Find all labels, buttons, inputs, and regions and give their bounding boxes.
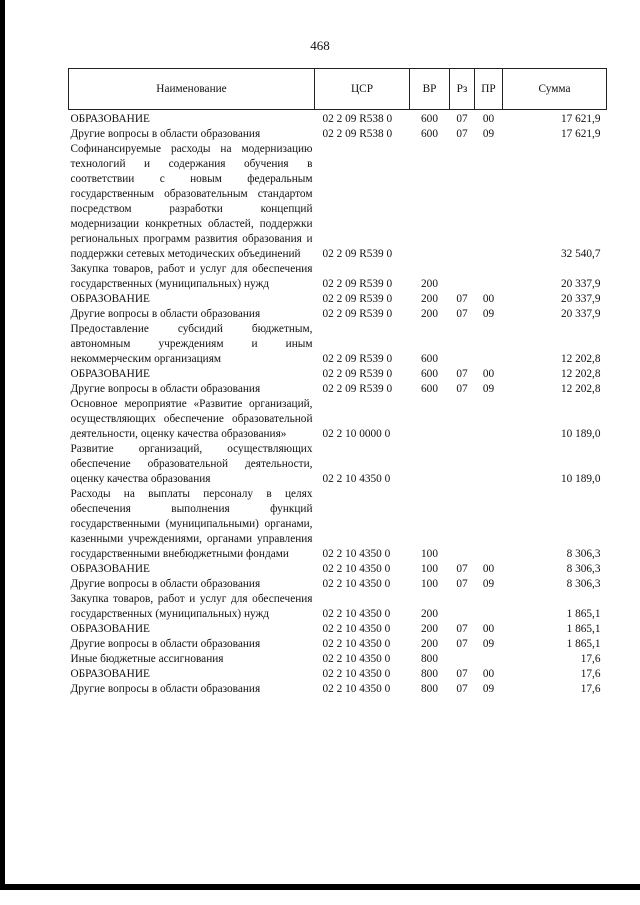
cell-csr: 02 2 10 4350 0 xyxy=(322,608,391,620)
cell-rz: 07 xyxy=(456,113,468,125)
cell-rz: 07 xyxy=(456,383,468,395)
cell-sum: 17,6 xyxy=(580,668,601,680)
table-row xyxy=(69,667,607,682)
cell-csr: 02 2 09 R538 0 xyxy=(322,113,393,125)
cell-name: Другие вопросы в области образования xyxy=(70,308,261,320)
header-name: Наименование xyxy=(69,69,315,110)
table-row xyxy=(69,292,607,307)
cell-rz xyxy=(450,397,475,442)
cell-name: ОБРАЗОВАНИЕ xyxy=(70,668,150,680)
cell-sum: 10 189,0 xyxy=(560,473,601,485)
cell-csr: 02 2 09 R539 0 xyxy=(322,278,393,290)
cell-name: Закупка товаров, работ и услуг для обеспечения государственных (муниципальных) нужд xyxy=(70,593,313,620)
cell-name: Софинансируемые расходы на модернизацию технологий и содержания обучения в соответствии с новым федеральным государственным образовательным стандартом посредством разработки концепций модернизации конкретных областей, поддержки региональных программ развития образования и поддержки сетевых методических объединений xyxy=(70,143,313,260)
cell-pr: 09 xyxy=(482,638,495,650)
cell-name: ОБРАЗОВАНИЕ xyxy=(70,563,150,575)
cell-sum: 12 202,8 xyxy=(560,383,601,395)
cell-sum: 8 306,3 xyxy=(566,563,601,575)
table-row xyxy=(69,110,607,128)
cell-vr: 600 xyxy=(421,368,438,380)
cell-sum: 17,6 xyxy=(580,653,601,665)
cell-csr: 02 2 10 4350 0 xyxy=(322,548,391,560)
table-row xyxy=(69,622,607,637)
header-rz: Рз xyxy=(450,69,475,110)
cell-csr: 02 2 10 4350 0 xyxy=(322,638,391,650)
cell-vr: 600 xyxy=(421,113,438,125)
cell-rz: 07 xyxy=(456,668,468,680)
cell-name: ОБРАЗОВАНИЕ xyxy=(70,368,150,380)
cell-vr: 100 xyxy=(421,548,438,560)
cell-pr xyxy=(475,442,503,487)
cell-sum: 1 865,1 xyxy=(566,638,601,650)
table-row xyxy=(69,142,607,262)
cell-name: Иные бюджетные ассигнования xyxy=(70,653,224,665)
scan-bottom-edge xyxy=(0,884,640,890)
cell-sum: 17,6 xyxy=(580,683,601,695)
cell-sum: 1 865,1 xyxy=(566,623,601,635)
cell-pr: 00 xyxy=(482,563,495,575)
cell-rz: 07 xyxy=(456,128,468,140)
cell-name: Другие вопросы в области образования xyxy=(70,578,261,590)
table-body xyxy=(69,110,607,698)
cell-csr: 02 2 10 4350 0 xyxy=(322,623,391,635)
cell-csr: 02 2 10 4350 0 xyxy=(322,578,391,590)
cell-sum: 12 202,8 xyxy=(560,353,601,365)
cell-pr: 00 xyxy=(482,668,495,680)
cell-pr xyxy=(475,397,503,442)
cell-vr xyxy=(410,442,450,487)
cell-csr: 02 2 09 R539 0 xyxy=(322,248,393,260)
table-row xyxy=(69,322,607,367)
cell-csr: 02 2 09 R539 0 xyxy=(322,308,393,320)
table-row xyxy=(69,397,607,442)
cell-rz: 07 xyxy=(456,308,468,320)
cell-csr: 02 2 09 R539 0 xyxy=(322,353,393,365)
cell-csr: 02 2 10 4350 0 xyxy=(322,563,391,575)
table-row xyxy=(69,307,607,322)
cell-pr xyxy=(475,652,503,667)
cell-rz: 07 xyxy=(456,293,468,305)
cell-rz xyxy=(450,262,475,292)
cell-name: ОБРАЗОВАНИЕ xyxy=(70,113,150,125)
cell-sum: 20 337,9 xyxy=(560,293,601,305)
cell-name: Другие вопросы в области образования xyxy=(70,128,261,140)
cell-pr xyxy=(475,592,503,622)
cell-pr xyxy=(475,487,503,562)
cell-vr: 200 xyxy=(421,623,438,635)
cell-rz: 07 xyxy=(456,623,468,635)
cell-sum: 17 621,9 xyxy=(560,113,601,125)
scan-left-edge xyxy=(0,0,5,890)
cell-name: Развитие организаций, осуществляющих обеспечение образовательной деятельности, оценку качества образования xyxy=(70,443,313,485)
cell-vr: 600 xyxy=(421,383,438,395)
cell-name: Другие вопросы в области образования xyxy=(70,638,261,650)
cell-rz xyxy=(450,142,475,262)
header-csr: ЦСР xyxy=(315,69,410,110)
table-row xyxy=(69,652,607,667)
cell-sum: 1 865,1 xyxy=(566,608,601,620)
cell-vr: 200 xyxy=(421,308,438,320)
table-row xyxy=(69,382,607,397)
cell-csr: 02 2 10 0000 0 xyxy=(322,428,391,440)
table-row xyxy=(69,487,607,562)
cell-csr: 02 2 10 4350 0 xyxy=(322,668,391,680)
cell-csr: 02 2 09 R539 0 xyxy=(322,383,393,395)
cell-pr: 09 xyxy=(482,683,495,695)
cell-sum: 20 337,9 xyxy=(560,278,601,290)
cell-vr: 200 xyxy=(421,608,438,620)
cell-rz: 07 xyxy=(456,683,468,695)
table-row xyxy=(69,592,607,622)
header-sum: Сумма xyxy=(503,69,607,110)
cell-name: ОБРАЗОВАНИЕ xyxy=(70,623,150,635)
cell-csr: 02 2 10 4350 0 xyxy=(322,653,391,665)
cell-rz xyxy=(450,592,475,622)
table-row xyxy=(69,637,607,652)
cell-vr: 200 xyxy=(421,293,438,305)
cell-pr: 00 xyxy=(482,623,495,635)
cell-pr: 09 xyxy=(482,128,495,140)
table-row xyxy=(69,577,607,592)
cell-vr: 200 xyxy=(421,278,438,290)
cell-pr: 00 xyxy=(482,293,495,305)
cell-name: Предоставление субсидий бюджетным, автономным учреждениям и иным некоммерческим организациям xyxy=(70,323,313,365)
cell-rz: 07 xyxy=(456,368,468,380)
cell-sum: 8 306,3 xyxy=(566,548,601,560)
cell-rz xyxy=(450,442,475,487)
cell-vr: 600 xyxy=(421,353,438,365)
header-pr: ПР xyxy=(475,69,503,110)
cell-vr: 800 xyxy=(421,683,438,695)
table-header xyxy=(69,69,607,110)
cell-pr xyxy=(475,322,503,367)
cell-csr: 02 2 10 4350 0 xyxy=(322,683,391,695)
cell-sum: 10 189,0 xyxy=(560,428,601,440)
cell-vr: 200 xyxy=(421,638,438,650)
cell-pr xyxy=(475,142,503,262)
cell-name: Другие вопросы в области образования xyxy=(70,383,261,395)
cell-sum: 8 306,3 xyxy=(566,578,601,590)
cell-rz xyxy=(450,487,475,562)
cell-pr: 00 xyxy=(482,368,495,380)
cell-csr: 02 2 09 R538 0 xyxy=(322,128,393,140)
cell-pr: 09 xyxy=(482,578,495,590)
cell-rz: 07 xyxy=(456,578,468,590)
cell-pr: 00 xyxy=(482,113,495,125)
cell-vr: 800 xyxy=(421,668,438,680)
cell-vr: 100 xyxy=(421,563,438,575)
cell-name: Расходы на выплаты персоналу в целях обеспечения выполнения функций государственными (муниципальными) органами, казенными учреждениями, органами управления государственными внебюджетными фондами xyxy=(70,488,313,560)
table-row xyxy=(69,127,607,142)
cell-name: ОБРАЗОВАНИЕ xyxy=(70,293,150,305)
cell-pr xyxy=(475,262,503,292)
cell-sum: 20 337,9 xyxy=(560,308,601,320)
table-row xyxy=(69,562,607,577)
cell-rz xyxy=(450,652,475,667)
cell-name: Основное мероприятие «Развитие организаций, осуществляющих обеспечение образовательной деятельности, оценку качества образования» xyxy=(70,398,313,440)
cell-rz: 07 xyxy=(456,638,468,650)
cell-name: Закупка товаров, работ и услуг для обеспечения государственных (муниципальных) нужд xyxy=(70,263,313,290)
cell-rz: 07 xyxy=(456,563,468,575)
cell-vr: 100 xyxy=(421,578,438,590)
cell-csr: 02 2 09 R539 0 xyxy=(322,293,393,305)
cell-sum: 12 202,8 xyxy=(560,368,601,380)
cell-vr: 800 xyxy=(421,653,438,665)
table-row xyxy=(69,442,607,487)
cell-csr: 02 2 09 R539 0 xyxy=(322,368,393,380)
cell-sum: 32 540,7 xyxy=(560,248,601,260)
page-number: 468 xyxy=(310,38,330,53)
cell-vr xyxy=(410,397,450,442)
cell-name: Другие вопросы в области образования xyxy=(70,683,261,695)
header-row xyxy=(69,69,607,110)
table-row xyxy=(69,262,607,292)
cell-pr: 09 xyxy=(482,308,495,320)
cell-rz xyxy=(450,322,475,367)
cell-pr: 09 xyxy=(482,383,495,395)
cell-sum: 17 621,9 xyxy=(560,128,601,140)
header-vr: ВР xyxy=(410,69,450,110)
table-row xyxy=(69,367,607,382)
cell-csr: 02 2 10 4350 0 xyxy=(322,473,391,485)
cell-vr xyxy=(410,142,450,262)
cell-vr: 600 xyxy=(421,128,438,140)
table-row xyxy=(69,682,607,697)
budget-table xyxy=(68,68,607,697)
